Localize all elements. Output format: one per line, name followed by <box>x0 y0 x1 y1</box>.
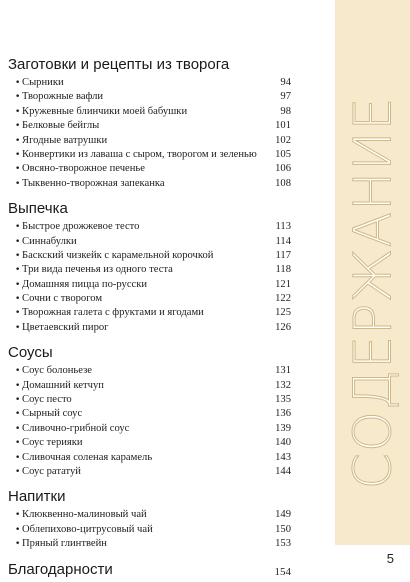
toc-entry[interactable] <box>8 263 293 277</box>
entry-page-number: 132 <box>275 379 291 391</box>
entry-title: Домашняя пицца по-русски <box>22 278 148 290</box>
toc-section <box>8 199 293 335</box>
toc-entry[interactable] <box>8 537 293 551</box>
entry-title: Тыквенно-творожная запеканка <box>22 177 165 189</box>
entry-title: Сочни с творогом <box>22 293 103 305</box>
bullet-icon: • <box>15 395 21 406</box>
entry-title: Клюквенно-малиновый чай <box>22 509 147 521</box>
toc-entry[interactable] <box>8 90 293 104</box>
toc-entry[interactable] <box>8 235 293 249</box>
toc-entry[interactable] <box>8 407 293 421</box>
entry-title: Цветаевский пирог <box>22 321 109 333</box>
entry-page-number: 131 <box>275 365 291 377</box>
bullet-icon: • <box>15 279 21 290</box>
bullet-icon: • <box>15 265 21 276</box>
entry-page-number: 101 <box>275 120 291 132</box>
entry-title: Ягодные ватрушки <box>22 134 108 146</box>
toc-entry[interactable] <box>8 451 293 465</box>
bullet-icon: • <box>15 423 21 434</box>
bullet-icon: • <box>15 164 21 175</box>
section-heading: Благодарности <box>8 560 113 578</box>
section-heading: Напитки <box>8 488 66 506</box>
toc-entry[interactable] <box>8 162 293 176</box>
toc-entry[interactable] <box>8 523 293 537</box>
bullet-icon: • <box>15 466 21 477</box>
bullet-icon: • <box>15 236 21 247</box>
bullet-icon: • <box>15 178 21 189</box>
vertical-contents-title <box>344 38 402 548</box>
bullet-icon: • <box>15 92 21 103</box>
toc-entry[interactable] <box>8 278 293 292</box>
entry-title: Быстрое дрожжевое тесто <box>22 221 140 233</box>
toc-entry[interactable] <box>8 508 293 522</box>
entry-page-number: 118 <box>275 264 291 276</box>
section-heading: Выпечка <box>8 200 68 218</box>
entry-page-number: 144 <box>275 465 291 477</box>
toc-entry[interactable] <box>8 76 293 90</box>
entry-page-number: 105 <box>275 148 291 160</box>
toc-entry[interactable] <box>8 321 293 335</box>
entry-title: Соус рататуй <box>22 465 81 477</box>
bullet-icon: • <box>15 539 21 550</box>
entry-page-number: 117 <box>275 249 291 261</box>
entry-title: Облепихово-цитрусовый чай <box>22 523 153 535</box>
bullet-icon: • <box>15 294 21 305</box>
bullet-icon: • <box>15 452 21 463</box>
entry-page-number: 121 <box>275 278 291 290</box>
toc-section <box>8 487 293 551</box>
entry-page-number: 98 <box>280 105 291 117</box>
entry-page-number: 139 <box>275 422 291 434</box>
entry-page-number: 122 <box>275 293 291 305</box>
bullet-icon: • <box>15 380 21 391</box>
toc-entry[interactable] <box>8 364 293 378</box>
entry-page-number: 153 <box>275 538 291 550</box>
bullet-icon: • <box>15 308 21 319</box>
table-of-contents <box>8 55 293 580</box>
bullet-icon: • <box>15 409 21 420</box>
entry-page-number: 154 <box>274 565 291 578</box>
entry-title: Сырный соус <box>22 408 83 420</box>
toc-section <box>8 55 293 191</box>
toc-entry[interactable] <box>8 422 293 436</box>
bullet-icon: • <box>15 250 21 261</box>
entry-title: Творожные вафли <box>22 91 104 103</box>
toc-entry[interactable] <box>8 465 293 479</box>
toc-entry[interactable] <box>8 393 293 407</box>
contents-title-text: СОДЕРЖАНИЕ <box>343 96 404 490</box>
entry-page-number: 140 <box>275 437 291 449</box>
entry-title: Соус болоньезе <box>22 365 92 377</box>
toc-entry[interactable] <box>8 148 293 162</box>
bullet-icon: • <box>15 135 21 146</box>
bullet-icon: • <box>15 438 21 449</box>
bullet-icon: • <box>15 322 21 333</box>
entry-title: Баскский чизкейк с карамельной корочкой <box>22 249 214 261</box>
entry-page-number: 126 <box>275 321 291 333</box>
bullet-icon: • <box>15 149 21 160</box>
section-heading: Заготовки и рецепты из творога <box>8 56 230 73</box>
bullet-icon: • <box>15 510 21 521</box>
page-number: 5 <box>386 551 394 566</box>
toc-entry[interactable] <box>8 119 293 133</box>
bullet-icon: • <box>15 78 21 88</box>
entry-title: Домашний кетчуп <box>22 379 104 391</box>
entry-title: Три вида печенья из одного теста <box>22 264 173 276</box>
entry-page-number: 108 <box>275 177 291 189</box>
toc-entry[interactable] <box>8 379 293 393</box>
entry-title: Пряный глинтвейн <box>22 538 107 550</box>
entry-page-number: 102 <box>275 134 291 146</box>
entry-page-number: 135 <box>275 394 291 406</box>
entry-page-number: 136 <box>275 408 291 420</box>
entry-page-number: 94 <box>280 77 291 88</box>
entry-page-number: 143 <box>275 451 291 463</box>
entry-page-number: 106 <box>275 163 291 175</box>
entry-title: Сырники <box>22 77 64 88</box>
toc-entry[interactable] <box>8 306 293 320</box>
entry-title: Сливочно-грибной соус <box>22 422 130 434</box>
entry-title: Конвертики из лаваша с сыром, творогом и зеленью <box>22 148 257 160</box>
entry-page-number: 149 <box>275 509 291 521</box>
entry-title: Овсяно-творожное печенье <box>22 163 145 175</box>
toc-entry[interactable] <box>8 177 293 191</box>
entry-page-number: 113 <box>275 221 291 233</box>
entry-title: Кружевные блинчики моей бабушки <box>22 105 188 117</box>
toc-entry[interactable] <box>8 220 293 234</box>
entry-page-number: 125 <box>275 307 291 319</box>
entry-page-number: 150 <box>275 523 291 535</box>
entry-title: Сливочная соленая карамель <box>22 451 153 463</box>
entry-page-number: 97 <box>280 91 291 103</box>
bullet-icon: • <box>15 106 21 117</box>
toc-entry[interactable] <box>8 436 293 450</box>
entry-page-number: 114 <box>275 235 291 247</box>
entry-title: Соус песто <box>22 394 72 406</box>
bullet-icon: • <box>15 222 21 233</box>
toc-section <box>8 343 293 479</box>
toc-entry[interactable] <box>8 292 293 306</box>
entry-title: Синнабулки <box>22 235 77 247</box>
toc-entry[interactable] <box>8 134 293 148</box>
bullet-icon: • <box>15 121 21 132</box>
entry-title: Белковые бейглы <box>22 120 100 132</box>
section-heading: Соусы <box>8 344 53 362</box>
bullet-icon: • <box>15 366 21 377</box>
toc-entry[interactable] <box>8 249 293 263</box>
entry-title: Соус терияки <box>22 437 83 449</box>
toc-entry[interactable] <box>8 105 293 119</box>
bullet-icon: • <box>15 524 21 535</box>
entry-title: Творожная галета с фруктами и ягодами <box>22 307 204 319</box>
